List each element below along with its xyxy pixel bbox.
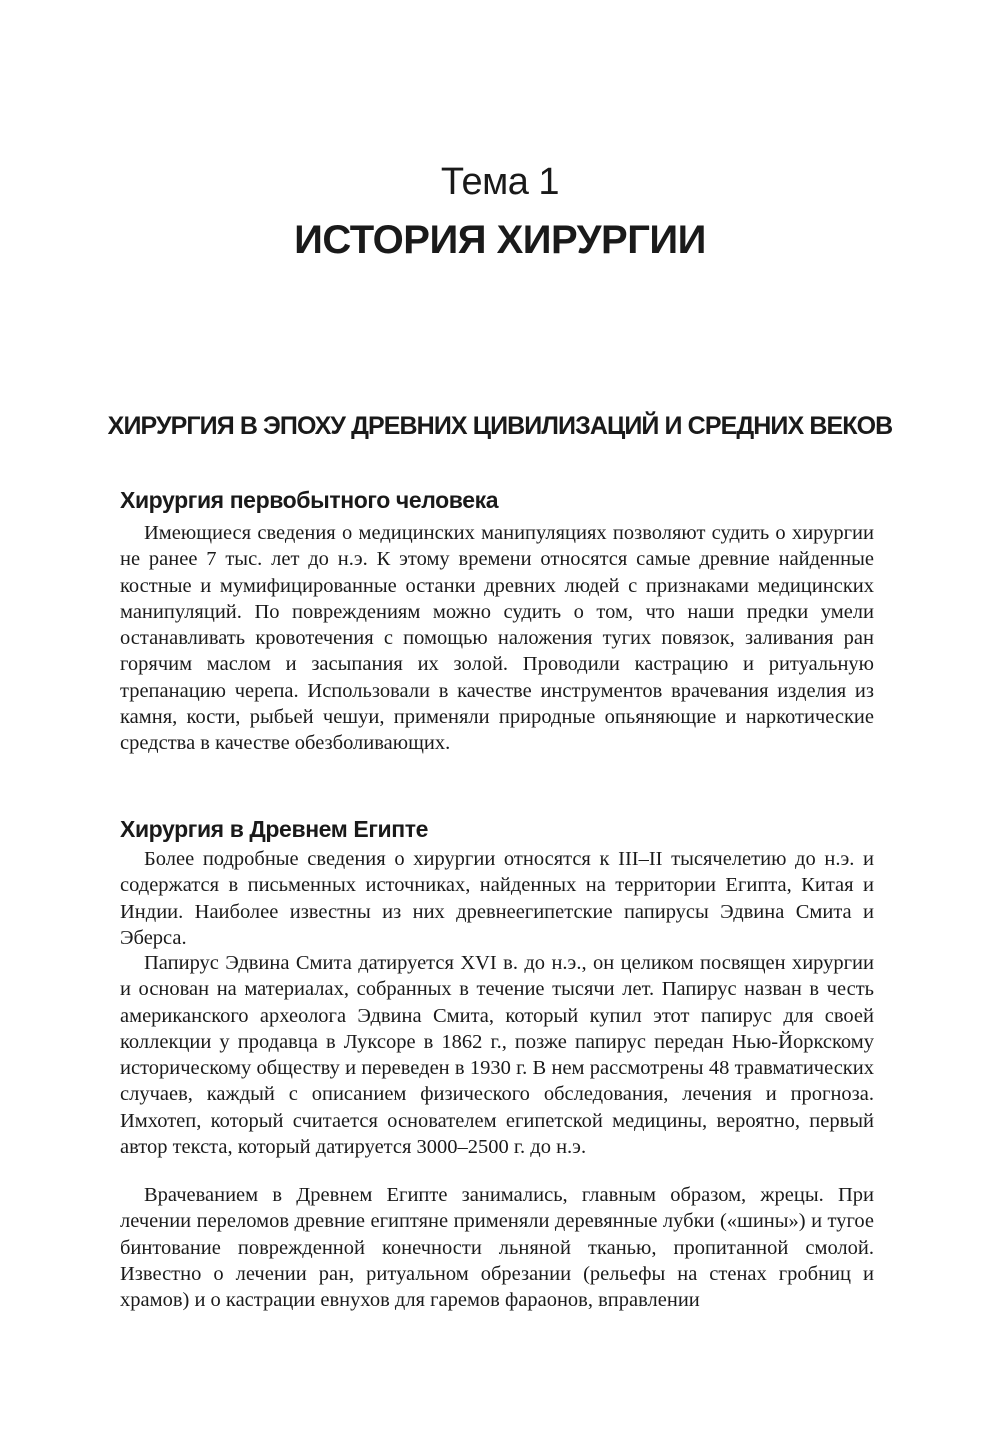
paragraph-primitive-surgery: Имеющиеся сведения о медицинских манипуляциях позволяют судить о хирургии не ранее 7 тыс. лет до н.э. К этому времени относятся самые древние найденные костные и мумифицированные останки древних людей с признаками медицинских манипуляций. По повреждениям можно судить о том, что наши предки умели останавливать кровотечения с помощью наложения тугих повязок, заливания ран горячим маслом и засыпания их золой. Проводили кастрацию и ритуальную трепанацию черепа. Использовали в качестве инструментов врачевания изделия из камня, кости, рыбьей чешуи, применяли природные опьяняющие и наркотические средства в качестве обезболивающих. xyxy=(120,522,874,755)
paragraph-edwin-smith-papyrus: Папирус Эдвина Смита датируется XVI в. до н.э., он целиком посвящен хирургии и основан на материалах, собранных в течение тысячи лет. Папирус назван в честь американского археолога Эдвина Смита, который купил этот папирус для своей коллекции у продавца в Луксоре в 1862 г., позже папирус передан Нью-Йоркскому историческому обществу и переведен в 1930 г. В нем рассмотрены 48 травматических случаев, каждый с описанием физического обследования, лечения и прогноза. Имхотеп, который считается основателем египетской медицины, вероятно, первый автор текста, который датируется 3000–2500 г. до н.э. xyxy=(120,952,874,1159)
subsection-title-ancient-egypt: Хирургия в Древнем Египте xyxy=(120,816,428,842)
chapter-title: ИСТОРИЯ ХИРУРГИИ xyxy=(294,218,706,262)
topic-label: Тема 1 xyxy=(440,161,560,203)
paragraph-egypt-priests: Врачеванием в Древнем Египте занимались, главным образом, жрецы. При лечении переломов древние египтяне применяли деревянные лубки («шины») и тугое бинтование поврежденной конечности льняной тканью, пропитанной смолой. Известно о лечении ран, ритуальном обрезании (рельефы на стенах гробниц и храмов) и о кастрации евнухов для гаремов фараонов, вправлении xyxy=(120,1184,874,1312)
section-title: ХИРУРГИЯ В ЭПОХУ ДРЕВНИХ ЦИВИЛИЗАЦИЙ И СРЕДНИХ ВЕКОВ xyxy=(107,412,893,440)
paragraph-egypt-sources: Более подробные сведения о хирургии относятся к III–II тысячелетию до н.э. и содержатся в письменных источниках, найденных на территории Египта, Китая и Индии. Наиболее известны из них древнеегипетские папирусы Эдвина Смита и Эберса. xyxy=(120,848,874,949)
subsection-title-primitive-surgery: Хирургия первобытного человека xyxy=(120,487,499,513)
